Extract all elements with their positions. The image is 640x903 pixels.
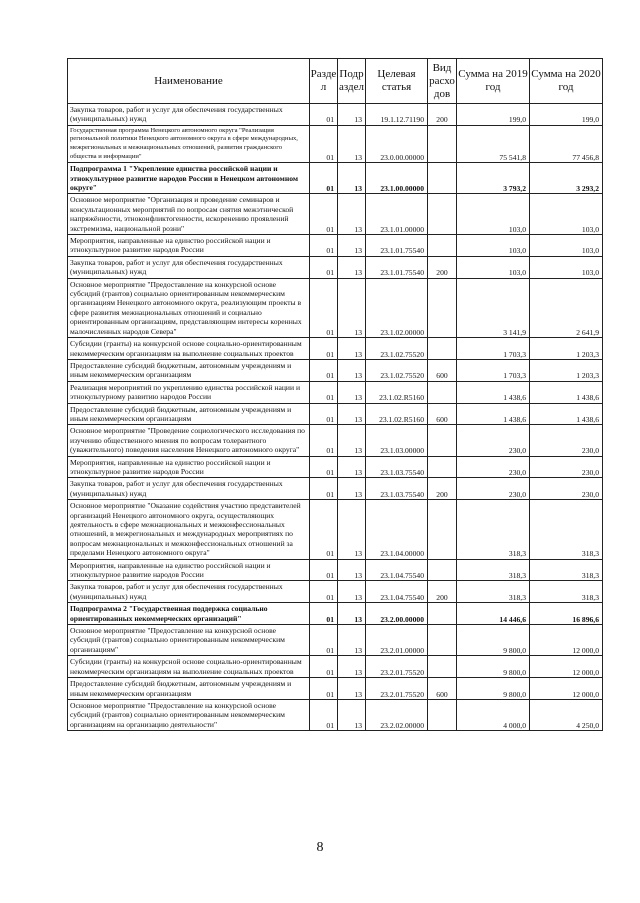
cell-sum-2020: 3 293,2 xyxy=(530,163,603,194)
cell-name: Субсидии (гранты) на конкурсной основе социально-ориентированным некоммерческим организациям на выполнение социальных проектов xyxy=(68,338,310,360)
cell-sum-2019: 318,3 xyxy=(457,500,530,559)
table-row xyxy=(68,381,603,403)
cell-sum-2019: 3 793,2 xyxy=(457,163,530,194)
table-row xyxy=(68,359,603,381)
cell-vid: 200 xyxy=(428,581,457,603)
cell-target: 23.1.03.75540 xyxy=(366,456,428,478)
cell-podrazdel: 13 xyxy=(338,581,366,603)
cell-podrazdel: 13 xyxy=(338,678,366,700)
cell-razdel: 01 xyxy=(310,235,338,257)
cell-sum-2019: 199,0 xyxy=(457,104,530,126)
header-target: Целевая статья xyxy=(366,59,428,104)
budget-table xyxy=(67,58,603,731)
cell-sum-2020: 103,0 xyxy=(530,194,603,235)
cell-podrazdel: 13 xyxy=(338,425,366,456)
cell-sum-2020: 77 456,8 xyxy=(530,125,603,162)
cell-target: 23.1.01.75540 xyxy=(366,256,428,278)
cell-razdel: 01 xyxy=(310,559,338,581)
cell-razdel: 01 xyxy=(310,456,338,478)
cell-target: 23.1.02.75520 xyxy=(366,338,428,360)
cell-name: Закупка товаров, работ и услуг для обеспечения государственных (муниципальных) нужд xyxy=(68,256,310,278)
cell-sum-2020: 103,0 xyxy=(530,235,603,257)
cell-vid xyxy=(428,194,457,235)
cell-sum-2019: 103,0 xyxy=(457,235,530,257)
cell-target: 23.1.04.75540 xyxy=(366,559,428,581)
budget-table-container xyxy=(67,58,602,731)
cell-sum-2020: 103,0 xyxy=(530,256,603,278)
table-row xyxy=(68,338,603,360)
header-sum-2020: Сумма на 2020 год xyxy=(530,59,603,104)
cell-target: 23.1.03.00000 xyxy=(366,425,428,456)
cell-sum-2020: 12 000,0 xyxy=(530,656,603,678)
cell-razdel: 01 xyxy=(310,678,338,700)
cell-razdel: 01 xyxy=(310,625,338,656)
cell-podrazdel: 13 xyxy=(338,456,366,478)
cell-name: Мероприятия, направленные на единство российской нации и этнокультурное развитие народов России xyxy=(68,456,310,478)
cell-target: 23.1.00.00000 xyxy=(366,163,428,194)
table-row xyxy=(68,425,603,456)
cell-podrazdel: 13 xyxy=(338,478,366,500)
cell-sum-2019: 14 446,6 xyxy=(457,603,530,625)
cell-sum-2020: 1 438,6 xyxy=(530,381,603,403)
cell-sum-2020: 1 438,6 xyxy=(530,403,603,425)
cell-sum-2019: 4 000,0 xyxy=(457,699,530,730)
table-row xyxy=(68,500,603,559)
cell-sum-2019: 230,0 xyxy=(457,478,530,500)
cell-name: Основное мероприятие "Предоставление на конкурсной основе субсидий (грантов) социально ориентированным некоммерческим организациям на организацию деятельности" xyxy=(68,699,310,730)
cell-name: Закупка товаров, работ и услуг для обеспечения государственных (муниципальных) нужд xyxy=(68,581,310,603)
table-row xyxy=(68,104,603,126)
cell-target: 23.2.00.00000 xyxy=(366,603,428,625)
header-name: Наименование xyxy=(68,59,310,104)
cell-podrazdel: 13 xyxy=(338,338,366,360)
cell-sum-2020: 1 203,3 xyxy=(530,359,603,381)
cell-podrazdel: 13 xyxy=(338,625,366,656)
cell-podrazdel: 13 xyxy=(338,194,366,235)
cell-target: 23.1.01.00000 xyxy=(366,194,428,235)
cell-vid: 600 xyxy=(428,403,457,425)
cell-razdel: 01 xyxy=(310,278,338,337)
table-row xyxy=(68,125,603,162)
table-row xyxy=(68,625,603,656)
cell-podrazdel: 13 xyxy=(338,256,366,278)
table-header-row xyxy=(68,59,603,104)
cell-name: Закупка товаров, работ и услуг для обеспечения государственных (муниципальных) нужд xyxy=(68,478,310,500)
cell-razdel: 01 xyxy=(310,656,338,678)
cell-vid xyxy=(428,500,457,559)
table-row xyxy=(68,163,603,194)
cell-target: 23.1.02.75520 xyxy=(366,359,428,381)
cell-target: 23.0.00.00000 xyxy=(366,125,428,162)
cell-podrazdel: 13 xyxy=(338,125,366,162)
cell-razdel: 01 xyxy=(310,338,338,360)
cell-name: Основное мероприятие "Организация и проведение семинаров и консультационных мероприятий по вопросам снятия межэтнической напряжённости, этноконфликтогенности, искоренению проявлений экстремизма, национальной розни" xyxy=(68,194,310,235)
cell-sum-2019: 9 800,0 xyxy=(457,678,530,700)
cell-sum-2019: 103,0 xyxy=(457,256,530,278)
cell-vid xyxy=(428,699,457,730)
cell-vid xyxy=(428,338,457,360)
cell-podrazdel: 13 xyxy=(338,656,366,678)
cell-podrazdel: 13 xyxy=(338,500,366,559)
cell-sum-2019: 1 703,3 xyxy=(457,359,530,381)
cell-vid: 600 xyxy=(428,678,457,700)
cell-vid xyxy=(428,425,457,456)
cell-podrazdel: 13 xyxy=(338,278,366,337)
cell-target: 23.2.01.75520 xyxy=(366,656,428,678)
cell-vid xyxy=(428,656,457,678)
header-podrazdel: Подр аздел xyxy=(338,59,366,104)
cell-podrazdel: 13 xyxy=(338,235,366,257)
cell-name: Государственная программа Ненецкого автономного округа "Реализация региональной политики Ненецкого автономного округа в сфере международных, межрегиональных и межнациональных отношений, развития гражданского общества и информации" xyxy=(68,125,310,162)
cell-razdel: 01 xyxy=(310,478,338,500)
cell-name: Субсидии (гранты) на конкурсной основе социально-ориентированным некоммерческим организациям на выполнение социальных проектов xyxy=(68,656,310,678)
cell-name: Предоставление субсидий бюджетным, автономным учреждениям и иным некоммерческим организациям xyxy=(68,359,310,381)
table-row xyxy=(68,656,603,678)
table-row xyxy=(68,456,603,478)
cell-sum-2019: 9 800,0 xyxy=(457,625,530,656)
cell-sum-2020: 12 000,0 xyxy=(530,678,603,700)
cell-name: Закупка товаров, работ и услуг для обеспечения государственных (муниципальных) нужд xyxy=(68,104,310,126)
cell-target: 23.1.02.00000 xyxy=(366,278,428,337)
cell-razdel: 01 xyxy=(310,403,338,425)
cell-vid xyxy=(428,125,457,162)
cell-podrazdel: 13 xyxy=(338,104,366,126)
cell-sum-2020: 230,0 xyxy=(530,478,603,500)
page-number: 8 xyxy=(316,840,324,855)
cell-podrazdel: 13 xyxy=(338,163,366,194)
cell-vid xyxy=(428,235,457,257)
cell-razdel: 01 xyxy=(310,425,338,456)
cell-sum-2019: 230,0 xyxy=(457,425,530,456)
cell-name: Основное мероприятие "Предоставление на конкурсной основе субсидий (грантов) социально ориентированным некоммерческим организациям" xyxy=(68,625,310,656)
cell-name: Подпрограмма 2 "Государственная поддержка социально ориентированных некоммерческих организаций" xyxy=(68,603,310,625)
cell-sum-2020: 318,3 xyxy=(530,581,603,603)
cell-podrazdel: 13 xyxy=(338,559,366,581)
cell-sum-2020: 318,3 xyxy=(530,559,603,581)
cell-razdel: 01 xyxy=(310,194,338,235)
cell-sum-2019: 75 541,8 xyxy=(457,125,530,162)
cell-name: Подпрограмма 1 "Укрепление единства российской нации и этнокультурное развитие народов России в Ненецком автономном округе" xyxy=(68,163,310,194)
cell-sum-2019: 3 141,9 xyxy=(457,278,530,337)
table-row xyxy=(68,403,603,425)
cell-podrazdel: 13 xyxy=(338,359,366,381)
cell-sum-2020: 230,0 xyxy=(530,425,603,456)
table-row xyxy=(68,278,603,337)
cell-name: Основное мероприятие "Предоставление на конкурсной основе субсидий (грантов) социально ориентированным некоммерческим организациям Ненецкого автономного округа, реализующим проекты в сфере развития межнациональных отношений и социально ориентированным организациям, представляющим интересы коренных малочисленных народов Севера" xyxy=(68,278,310,337)
cell-razdel: 01 xyxy=(310,381,338,403)
cell-razdel: 01 xyxy=(310,104,338,126)
table-row xyxy=(68,699,603,730)
table-row xyxy=(68,194,603,235)
table-row xyxy=(68,678,603,700)
cell-target: 23.1.02.R5160 xyxy=(366,381,428,403)
cell-name: Основное мероприятие "Проведение социологического исследования по изучению общественного мнения по вопросам толерантного (уважительного) поведения населения Ненецкого автономного округа" xyxy=(68,425,310,456)
table-row xyxy=(68,559,603,581)
table-row xyxy=(68,603,603,625)
cell-sum-2019: 318,3 xyxy=(457,559,530,581)
cell-sum-2019: 103,0 xyxy=(457,194,530,235)
cell-vid xyxy=(428,559,457,581)
cell-vid xyxy=(428,625,457,656)
cell-sum-2019: 1 703,3 xyxy=(457,338,530,360)
cell-sum-2020: 4 250,0 xyxy=(530,699,603,730)
cell-razdel: 01 xyxy=(310,359,338,381)
cell-vid: 200 xyxy=(428,478,457,500)
cell-sum-2020: 12 000,0 xyxy=(530,625,603,656)
cell-sum-2020: 2 641,9 xyxy=(530,278,603,337)
cell-sum-2020: 16 896,6 xyxy=(530,603,603,625)
cell-target: 23.1.04.75540 xyxy=(366,581,428,603)
cell-razdel: 01 xyxy=(310,581,338,603)
cell-sum-2020: 199,0 xyxy=(530,104,603,126)
cell-vid xyxy=(428,381,457,403)
table-row xyxy=(68,581,603,603)
cell-razdel: 01 xyxy=(310,603,338,625)
cell-podrazdel: 13 xyxy=(338,381,366,403)
cell-target: 23.1.02.R5160 xyxy=(366,403,428,425)
cell-name: Реализация мероприятий по укреплению единства российской нации и этнокультурному развитию народов России xyxy=(68,381,310,403)
cell-sum-2020: 318,3 xyxy=(530,500,603,559)
table-body xyxy=(68,104,603,731)
header-razdel: Разде л xyxy=(310,59,338,104)
cell-sum-2019: 1 438,6 xyxy=(457,381,530,403)
cell-name: Мероприятия, направленные на единство российской нации и этнокультурное развитие народов России xyxy=(68,559,310,581)
cell-target: 23.2.01.75520 xyxy=(366,678,428,700)
cell-target: 23.2.02.00000 xyxy=(366,699,428,730)
cell-name: Основное мероприятие "Оказание содействия участию представителей организаций Ненецкого автономного округа, осуществляющих деятельность в сфере межнациональных и межконфессиональных отношений, в межрегиональных и международных мероприятиях по вопросам межнациональных и межконфессиональных отношений за пределами Ненецкого автономного округа" xyxy=(68,500,310,559)
cell-target: 19.1.12.71190 xyxy=(366,104,428,126)
cell-vid xyxy=(428,603,457,625)
cell-razdel: 01 xyxy=(310,500,338,559)
cell-podrazdel: 13 xyxy=(338,403,366,425)
cell-target: 23.1.01.75540 xyxy=(366,235,428,257)
header-vid: Вид расхо дов xyxy=(428,59,457,104)
table-row xyxy=(68,256,603,278)
header-sum-2019: Сумма на 2019 год xyxy=(457,59,530,104)
table-row xyxy=(68,478,603,500)
cell-sum-2020: 230,0 xyxy=(530,456,603,478)
cell-vid xyxy=(428,163,457,194)
cell-podrazdel: 13 xyxy=(338,603,366,625)
cell-name: Предоставление субсидий бюджетным, автономным учреждениям и иным некоммерческим организациям xyxy=(68,403,310,425)
cell-target: 23.1.04.00000 xyxy=(366,500,428,559)
table-row xyxy=(68,235,603,257)
cell-sum-2019: 9 800,0 xyxy=(457,656,530,678)
cell-podrazdel: 13 xyxy=(338,699,366,730)
cell-razdel: 01 xyxy=(310,163,338,194)
cell-target: 23.1.03.75540 xyxy=(366,478,428,500)
cell-vid: 600 xyxy=(428,359,457,381)
cell-vid xyxy=(428,278,457,337)
cell-vid xyxy=(428,456,457,478)
cell-sum-2020: 1 203,3 xyxy=(530,338,603,360)
cell-sum-2019: 230,0 xyxy=(457,456,530,478)
cell-razdel: 01 xyxy=(310,699,338,730)
cell-sum-2019: 1 438,6 xyxy=(457,403,530,425)
cell-sum-2019: 318,3 xyxy=(457,581,530,603)
cell-vid: 200 xyxy=(428,256,457,278)
cell-razdel: 01 xyxy=(310,125,338,162)
cell-target: 23.2.01.00000 xyxy=(366,625,428,656)
cell-vid: 200 xyxy=(428,104,457,126)
cell-razdel: 01 xyxy=(310,256,338,278)
cell-name: Предоставление субсидий бюджетным, автономным учреждениям и иным некоммерческим организациям xyxy=(68,678,310,700)
cell-name: Мероприятия, направленные на единство российской нации и этнокультурное развитие народов России xyxy=(68,235,310,257)
